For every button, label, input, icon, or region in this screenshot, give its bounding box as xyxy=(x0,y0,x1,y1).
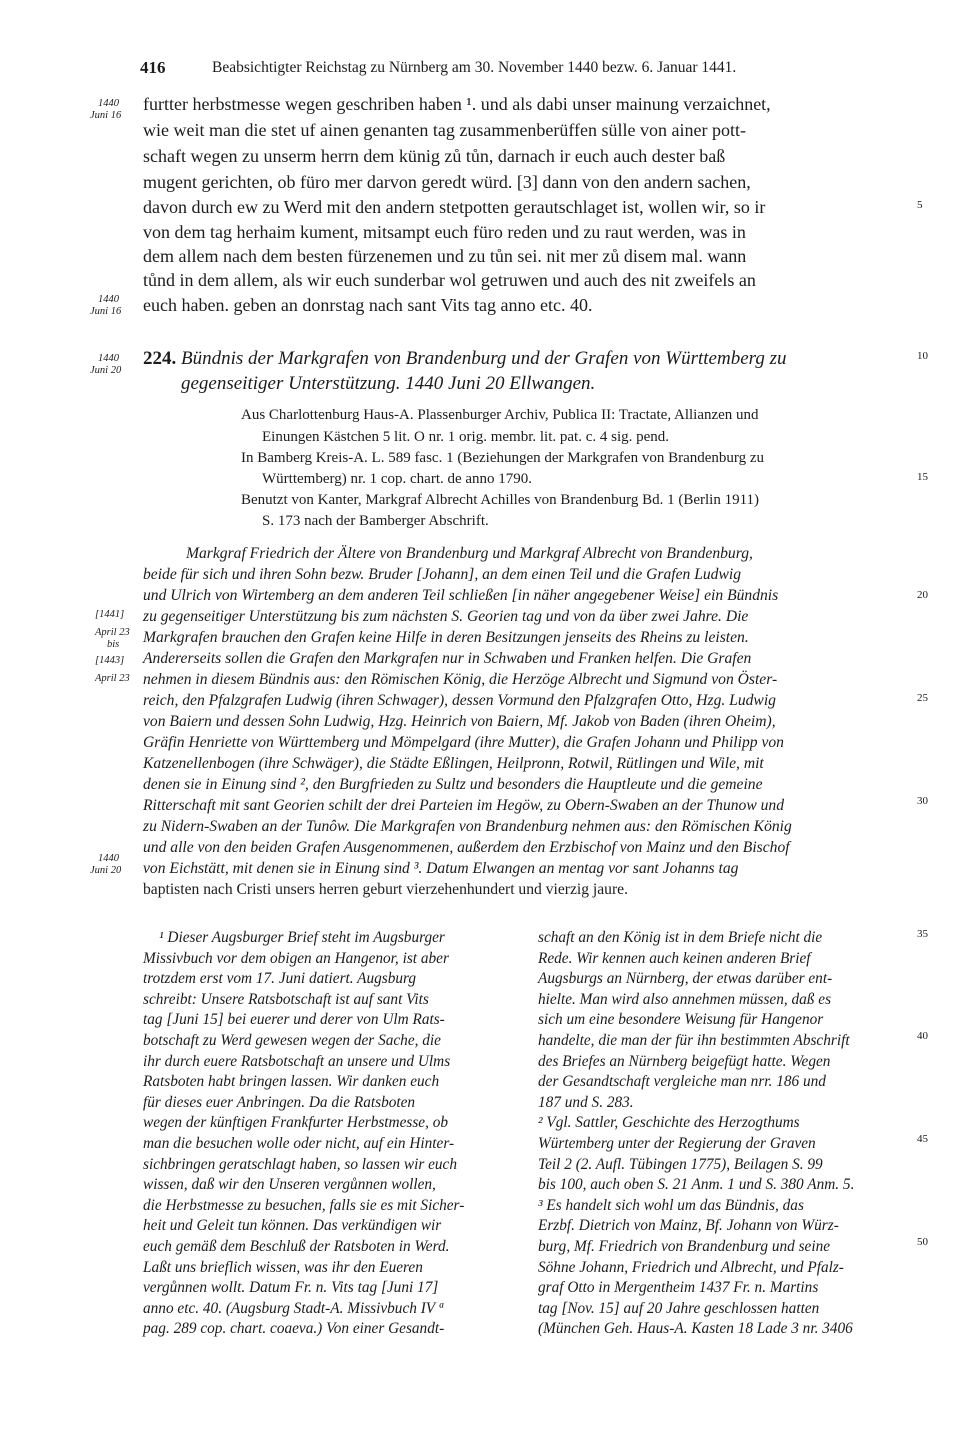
line-number: 25 xyxy=(917,692,928,704)
regest-line: Ritterschaft mit sant Georien schilt der drei Parteien im Hegöw, zu Obern-Swaben an der Thunow und xyxy=(143,797,785,814)
letter-line: tůnd in dem allem, als wir euch sunderbar wol getruwen und auch des nit zweifels an xyxy=(143,270,756,290)
letter-line: dem allem nach dem besten fürzenemen und zu tůn sei. nit mer zů disem mal. wann xyxy=(143,246,747,266)
footnote-line: burg, Mf. Friedrich von Brandenburg und seine xyxy=(538,1238,831,1255)
footnote-line: anno etc. 40. (Augsburg Stadt-A. Missivbuch IV ª xyxy=(143,1299,443,1317)
regest-line: beide für sich und ihren Sohn bezw. Bruder [Johann], an dem einen Teil und die Grafen Ludwig xyxy=(143,566,742,583)
regest-line: und alle von den beiden Grafen Ausgenommenen, außerdem den Erzbischof von Mainz und den Bischof xyxy=(143,839,790,856)
footnote-line: der Gesandtschaft vergleiche man nrr. 186 und xyxy=(538,1073,826,1091)
regest-line: Katzenellenbogen (ihre Schwäger), die Städte Eßlingen, Heilpronn, Rotwil, Rütlingen und Wile, mit xyxy=(143,755,764,772)
line-number: 10 xyxy=(917,350,928,362)
footnote-line: tag [Juni 15] bei euerer und derer von Ulm Rats- xyxy=(143,1011,445,1029)
document-number: 224. xyxy=(143,348,177,369)
footnote-line: ³ Es handelt sich wohl um das Bündnis, das xyxy=(538,1196,804,1214)
regest-line: baptisten nach Cristi unsers herren geburt vierzehenhundert und vierzig jaure. xyxy=(143,881,628,898)
footnote-line: ihr durch euere Ratsbotschaft an unsere und Ulms xyxy=(143,1052,451,1070)
footnote-line: ² Vgl. Sattler, Geschichte des Herzogthums xyxy=(538,1114,800,1132)
letter-line: mugent gerichten, ob füro mer darvon geredt würd. [3] dann von den andern sachen, xyxy=(143,172,751,192)
margin-date-1: 1440 Juni 16 xyxy=(90,98,122,121)
page-number: 416 xyxy=(140,58,166,77)
footnote-line: die Herbstmesse zu besuchen, falls sie es mit Sicher- xyxy=(143,1196,465,1214)
source-line: In Bamberg Kreis-A. L. 589 fasc. 1 (Beziehungen der Markgrafen von Brandenburg zu xyxy=(241,450,765,466)
footnote-line: Missivbuch vor dem obigen an Hangenor, ist aber xyxy=(143,949,449,967)
footnote-line: Erzbf. Dietrich von Mainz, Bf. Johann von Würz- xyxy=(538,1217,839,1235)
footnote-line: sich um eine besondere Weisung für Hangenor xyxy=(538,1011,824,1029)
line-number: 35 xyxy=(917,928,928,940)
footnote-line: wissen, daß wir den Unseren vergůnnen wollen, xyxy=(143,1176,436,1194)
letter-line: euch haben. geben an donrstag nach sant Vits tag anno etc. 40. xyxy=(143,295,593,315)
running-header xyxy=(140,58,840,82)
footnote-line: heit und Geleit tun können. Das verkündigen wir xyxy=(143,1217,442,1235)
letter-line: von dem tag herhaim kument, mitsampt euch füro reden und zu raut werden, was in xyxy=(143,222,746,242)
footnote-line: Söhne Johann, Friedrich und Albrecht, und Pfalz- xyxy=(538,1258,844,1276)
footnote-line: für dieses euer Anbringen. Da die Ratsboten xyxy=(143,1093,416,1111)
regest-line: Markgraf Friedrich der Ältere von Brandenburg und Markgraf Albrecht von Brandenburg, xyxy=(186,545,753,562)
regest-line: von Baiern und dessen Sohn Ludwig, Hzg. Heinrich von Baiern, Mf. Jakob von Baden (ihren Oheim), xyxy=(143,713,776,730)
regest-line: Markgrafen brauchen den Grafen keine Hilfe in deren Besitzungen jenseits des Rheins zu leisten. xyxy=(143,629,749,646)
footnote-line: des Briefes an Nürnberg beigefügt hatte. Wegen xyxy=(538,1052,831,1070)
regest-line: von Eichstätt, mit denen sie in Einung sind ³. Datum Elwangen an mentag vor sant Johanns tag xyxy=(143,860,739,877)
letter-line: schaft wegen zu unserm herrn dem künig zů tůn, darnach ir euch auch dester baß xyxy=(143,146,726,166)
footnote-line: graf Otto in Mergentheim 1437 Fr. n. Martins xyxy=(538,1279,819,1297)
letter-line: wie weit man die stet uf ainen genanten tag zusammenberüffen sülle von ainer pott- xyxy=(143,120,746,140)
heading-line-2: gegenseitiger Unterstützung. 1440 Juni 20 Ellwangen. xyxy=(181,373,596,394)
line-number: 50 xyxy=(917,1236,928,1248)
footnote-line: euch gemäß dem Beschluß der Ratsboten in Werd. xyxy=(143,1238,450,1255)
footnote-line: wegen der künftigen Frankfurter Herbstmesse, ob xyxy=(143,1114,449,1132)
footnote-line: schaft an den König ist in dem Briefe nicht die xyxy=(538,929,823,946)
document-heading xyxy=(143,348,786,370)
margin-date-3: 1440 Juni 20 xyxy=(90,353,122,376)
footnote-line: schreibt: Unsere Ratsbotschaft ist auf sant Vits xyxy=(143,990,429,1008)
footnote-line: Teil 2 (2. Aufl. Tübingen 1775), Beilagen S. 99 xyxy=(538,1155,823,1173)
source-line: Aus Charlottenburg Haus-A. Plassenburger Archiv, Publica II: Tractate, Allianzen und xyxy=(241,407,759,423)
line-number: 45 xyxy=(917,1133,928,1145)
margin-date-4: [1441] April 23 bis [1443] April 23 xyxy=(95,609,130,684)
line-number: 5 xyxy=(917,199,923,211)
source-line: Benutzt von Kanter, Markgraf Albrecht Achilles von Brandenburg Bd. 1 (Berlin 1911) xyxy=(241,492,760,508)
line-number: 15 xyxy=(917,471,928,483)
margin-date-2: 1440 Juni 16 xyxy=(90,294,122,317)
source-line: Württemberg) nr. 1 cop. chart. de anno 1790. xyxy=(262,471,533,487)
footnote-line: Rede. Wir kennen auch keinen anderen Brief xyxy=(538,949,811,967)
regest-line: reich, den Pfalzgrafen Ludwig (ihren Schwager), dessen Vormund den Pfalzgrafen Otto, Hzg. Ludwig xyxy=(143,692,776,709)
footnote-line: botschaft zu Werd gewesen wegen der Sache, die xyxy=(143,1032,441,1049)
footnote-line: sichbringen geratschlagt haben, so lassen wir euch xyxy=(143,1155,457,1173)
letter-line: davon durch ew zu Werd mit den andern stetpotten gerautschlaget ist, wollen wir, so ir xyxy=(143,197,766,217)
footnote-line: handelte, die man der für ihn bestimmten Abschrift xyxy=(538,1032,850,1049)
margin-date-5: 1440 Juni 20 xyxy=(90,853,122,876)
line-number: 20 xyxy=(917,589,928,601)
source-line: Einungen Kästchen 5 lit. O nr. 1 orig. membr. lit. pat. c. 4 sig. pend. xyxy=(262,429,670,445)
regest-line: nehmen in diesem Bündnis aus: den Römischen König, die Herzöge Albrecht und Sigmund von Öster- xyxy=(143,671,778,688)
running-title: Beabsichtigter Reichstag zu Nürnberg am 30. November 1440 bezw. 6. Januar 1441. xyxy=(212,59,737,76)
regest-line: zu gegenseitiger Unterstützung bis zum nächsten S. Georien tag und von da über zwei Jahre. Die xyxy=(143,608,749,625)
footnote-line: hielte. Man wird also annehmen müssen, daß es xyxy=(538,990,832,1008)
heading-line-1: Bündnis der Markgrafen von Brandenburg und der Grafen von Württemberg zu xyxy=(181,348,787,369)
footnote-line: Ratsboten habt bringen lassen. Wir danken euch xyxy=(143,1073,440,1091)
footnote-line: pag. 289 cop. chart. coaeva.) Von einer Gesandt- xyxy=(143,1320,445,1338)
footnote-line: bis 100, auch oben S. 21 Anm. 1 und S. 380 Anm. 5. xyxy=(538,1176,855,1194)
footnote-line: tag [Nov. 15] auf 20 Jahre geschlossen hatten xyxy=(538,1299,820,1317)
footnote-line: 187 und S. 283. xyxy=(538,1093,634,1111)
footnote-line: man die besuchen wolle oder nicht, auf ein Hinter- xyxy=(143,1135,455,1152)
footnote-line: vergůnnen wollt. Datum Fr. n. Vits tag [Juni 17] xyxy=(143,1279,439,1297)
footnote-line: trotzdem erst vom 17. Juni datiert. Augsburg xyxy=(143,970,417,988)
regest-line: zu Nidern-Swaben an der Tunôw. Die Markgrafen von Brandenburg nehmen aus: den Römischen König xyxy=(143,818,792,835)
regest-line: denen sie in Einung sind ², den Burgfrieden zu Sultz und besonders die Hauptleute und die gemeine xyxy=(143,776,763,793)
letter-line: furtter herbstmesse wegen geschriben haben ¹. und als dabi unser mainung verzaichnet, xyxy=(143,94,771,114)
footnote-line: (München Geh. Haus-A. Kasten 18 Lade 3 nr. 3406 xyxy=(538,1320,853,1338)
regest-line: Andererseits sollen die Grafen den Markgrafen nur in Schwaben und Franken helfen. Die Grafen xyxy=(143,650,752,667)
line-number: 40 xyxy=(917,1030,928,1042)
footnote-line: Würtemberg unter der Regierung der Graven xyxy=(538,1135,816,1152)
source-line: S. 173 nach der Bamberger Abschrift. xyxy=(262,513,489,529)
line-number: 30 xyxy=(917,795,928,807)
footnote-line: Laßt uns brieflich wissen, was ihr den Eueren xyxy=(143,1258,423,1276)
footnote-line: Augsburgs an Nürnberg, der etwas darüber ent- xyxy=(538,970,833,988)
regest-line: und Ulrich von Wirtemberg an dem anderen Teil schließen [in näher angegebener Weise] ein Bündnis xyxy=(143,587,779,604)
regest-line: Gräfin Henriette von Württemberg und Mömpelgard (ihre Mutter), die Grafen Johann und Philipp von xyxy=(143,734,784,751)
footnote-line: ¹ Dieser Augsburger Brief steht im Augsburger xyxy=(159,929,445,946)
